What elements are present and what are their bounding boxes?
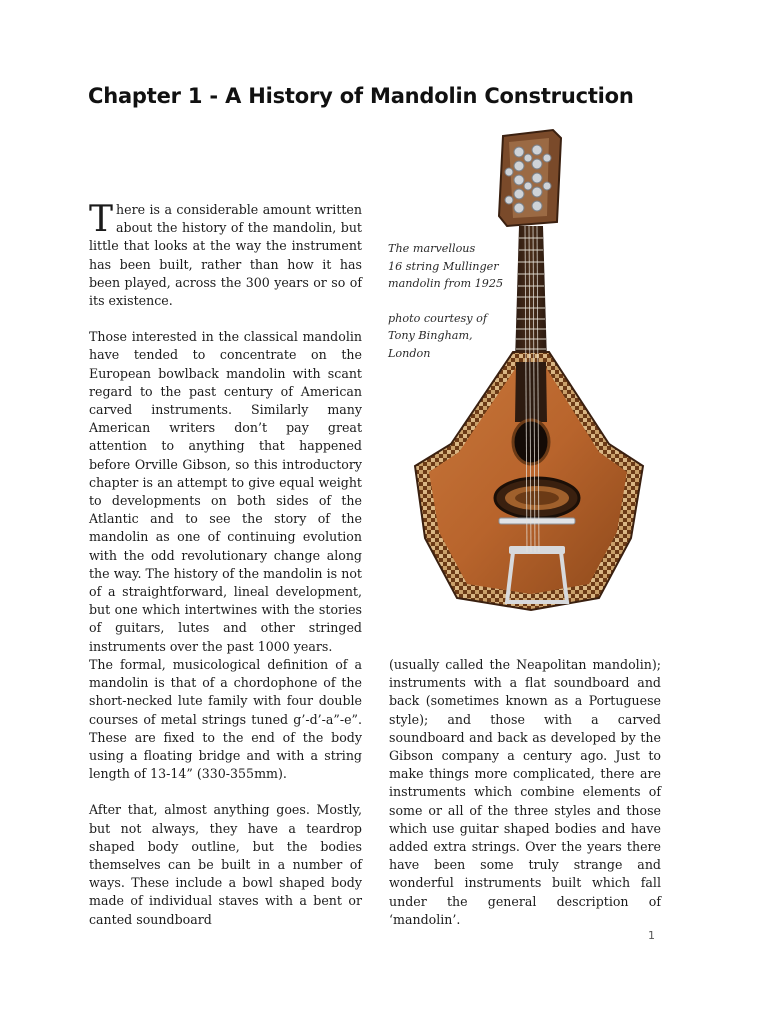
caption-credit-2: Tony Bingham, — [388, 329, 473, 343]
caption-line-3: mandolin from 1925 — [388, 277, 504, 291]
caption-credit-1: photo courtesy of — [388, 311, 488, 325]
neck — [515, 226, 547, 362]
intro-paragraph-2: Those interested in the classical mandolin have tended to concentrate on the European bowlback mandolin with scant regard to the past century of American carved instruments. Similarly many American writers don’t pay great attention to anything that happened before Orville Gibson, so this introductory chapter is an attempt to give equal weight to developments on both sides of the Atlantic and to see the story of the mandolin as one of continuing evolution with the odd revolutionary change along the way. The history of the mandolin is not of a straightforward, lineal development, but one which intertwines with the stories of guitars, lutes and other stringed instruments over the past 1000 years. — [89, 329, 362, 654]
intro-paragraph-1-text: here is a considerable amount written about the history of the mandolin, but little that looks at the way the instrument has been built, rather than how it has been played, across the 300 years or so of its existence. — [89, 202, 362, 309]
bridge — [499, 518, 575, 524]
headstock — [499, 130, 561, 226]
body-left-paragraph-2: After that, almost anything goes. Mostly, but not always, they have a teardrop shaped body outline, but the bodies themselves can be built in a number of ways. These include a bowl shaped body made of individual staves with a bent or canted soundboard — [89, 802, 362, 927]
caption-line-1: The marvellous — [388, 242, 476, 255]
mandolin-photo — [395, 126, 653, 616]
body-left-paragraph-1: The formal, musicological definition of a mandolin is that of a chordophone of the short-necked lute family with four double courses of metal strings tuned g’-d’-a”-e”. These are fixed to the end of the body using a floating bridge and with a string length of 13-14” (330-355mm). — [89, 657, 362, 782]
body-column-left — [89, 656, 362, 947]
sound-hole — [513, 420, 549, 464]
page-title: Chapter 1 - A History of Mandolin Construction — [88, 84, 634, 108]
page-number: 1 — [648, 929, 655, 942]
mandolin-illustration — [395, 126, 653, 616]
intro-column — [89, 201, 362, 674]
body-column-right — [389, 656, 661, 947]
caption-credit-3: London — [388, 346, 431, 360]
body-right-paragraph-1: (usually called the Neapolitan mandolin); instruments with a flat soundboard and back (sometimes known as a Portuguese style); and those with a carved soundboard and back as developed by the Gibson company a century ago. Just to make things more complicated, there are instruments which combine elements of some or all of the three styles and those which use guitar shaped bodies and have added extra strings. Over the years there have been some truly strange and wonderful instruments built which fall under the general description of ‘mandolin’. — [389, 657, 661, 927]
drop-cap: T — [89, 199, 114, 240]
intro-paragraph-1 — [89, 201, 362, 310]
caption-line-2: 16 string Mullinger — [388, 259, 499, 273]
